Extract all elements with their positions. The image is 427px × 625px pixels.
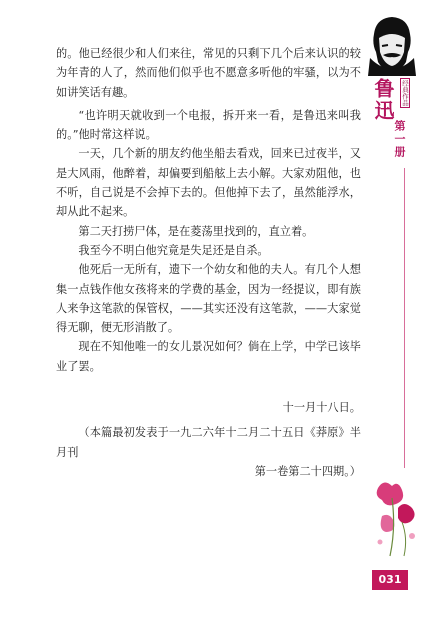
- paragraph: 的。他已经很少和人们来往，常见的只剩下几个后来认识的较为年青的人了，然而他们似乎也不愿意多听他的牢骚，以为不如讲笑话有趣。: [56, 47, 361, 99]
- portrait-illustration: [366, 14, 418, 76]
- paragraph: 第二天打捞尸体，是在菱荡里找到的，直立着。: [78, 224, 314, 238]
- paragraph: 他死后一无所有，遗下一个幼女和他的夫人。有几个人想集一点钱作他女孩将来的学费的基金，因为一经提议，即有族人来争这笔款的保管权，——其实还没有这笔款，——大家觉得无聊，便无形消散了。: [56, 263, 361, 335]
- publication-note-continued: 第一卷第二十四期。）: [254, 464, 361, 478]
- date-line: 十一月十八日。: [282, 401, 361, 415]
- margin-rule-top: [404, 168, 405, 468]
- author-brand-title: 鲁迅: [371, 78, 395, 122]
- series-label: 经典作品: [401, 80, 409, 106]
- paragraph: 一天，几个新的朋友约他坐船去看戏，回来已过夜半，又是大风雨，他醉着，却偏要到船舷上去小解。大家劝阻他，也不听，自己说是不会掉下去的。但他掉下去了，虽然能浮水，却从此不起来。: [56, 147, 361, 219]
- volume-label: 第一册: [393, 119, 406, 159]
- paragraph: 现在不知他唯一的女儿景况如何？倘在上学，中学已该毕业了罢。: [56, 340, 361, 373]
- page-number: 031: [372, 570, 408, 590]
- publication-note: （本篇最初发表于一九二六年十二月二十五日《莽原》半月刊: [56, 426, 361, 459]
- paragraph: “也许明天就收到一个电报，拆开来一看，是鲁迅来叫我的。”他时常这样说。: [56, 108, 361, 142]
- article-body: [56, 44, 361, 481]
- paragraph: 我至今不明白他究竟是失足还是自杀。: [78, 243, 269, 257]
- flower-ornament: [372, 478, 422, 558]
